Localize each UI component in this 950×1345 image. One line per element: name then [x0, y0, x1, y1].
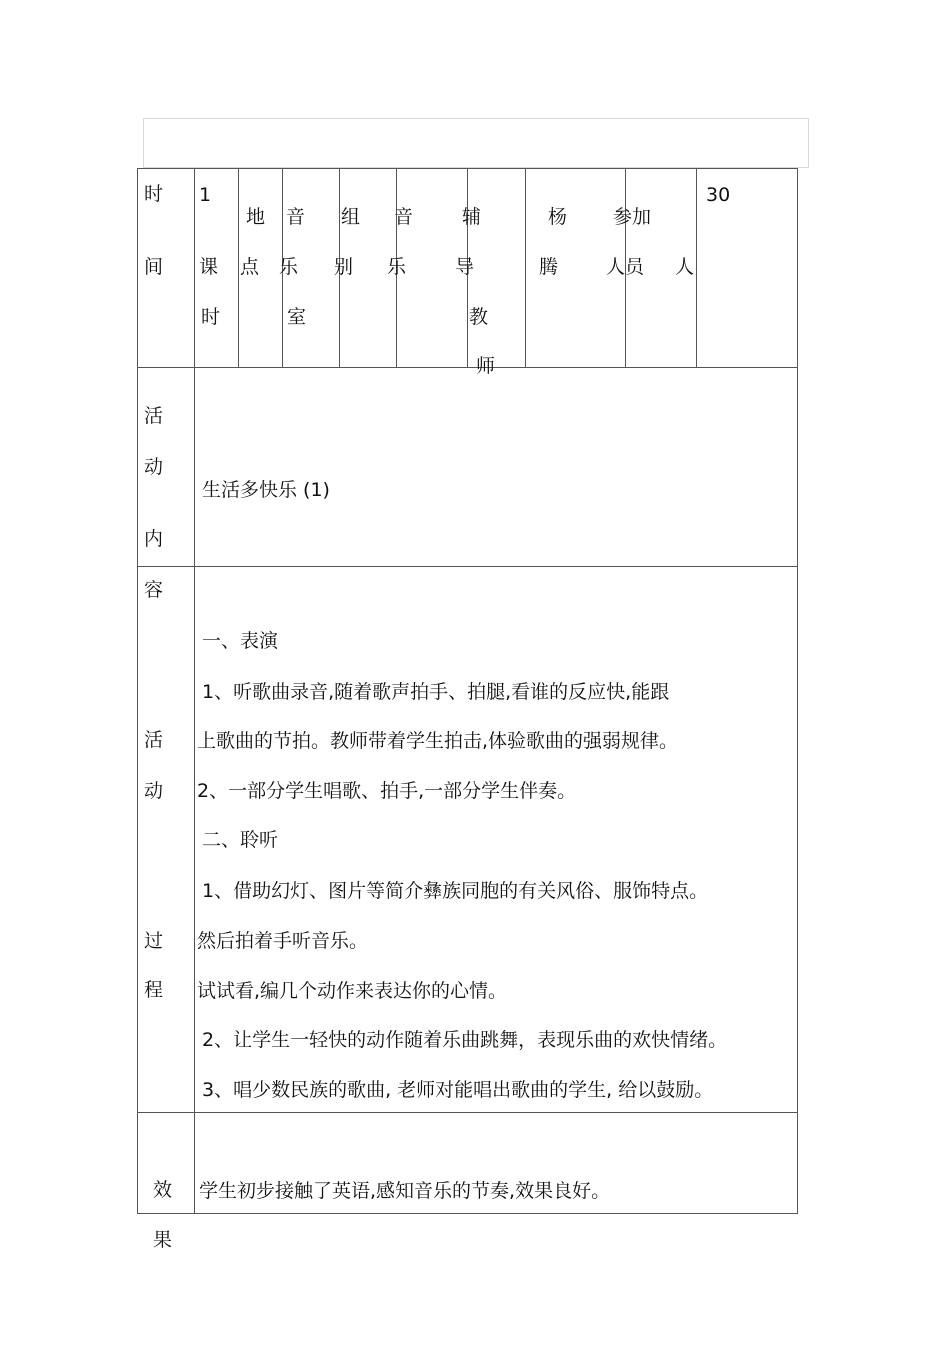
effect-label-char: 效	[153, 1179, 173, 1201]
group-label-char: 别	[334, 256, 354, 278]
tutor-value-char: 腾	[539, 256, 559, 278]
effect-label-char: 果	[153, 1229, 173, 1251]
time-value-char: 课	[199, 256, 219, 278]
label-column-divider	[194, 168, 195, 1213]
tutor-label-char: 师	[476, 355, 496, 377]
participants-label-part: 参加	[613, 206, 652, 228]
place-value-char: 室	[287, 306, 307, 328]
content-label-char: 活	[144, 405, 164, 427]
process-label-char: 活	[144, 729, 164, 751]
process-line: 上歌曲的节拍。教师带着学生拍击,体验歌曲的强弱规律。	[197, 730, 679, 752]
group-label-char: 组	[341, 206, 361, 228]
tutor-label-char: 导	[455, 256, 475, 278]
place-value-char: 乐	[279, 256, 299, 278]
tutor-value-char: 杨	[548, 206, 568, 228]
participants-value: 30	[706, 184, 731, 206]
process-line: 1、借助幻灯、图片等简介彝族同胞的有关风俗、服饰特点。	[202, 880, 709, 902]
row-divider-3	[137, 1112, 798, 1113]
process-label-char: 过	[144, 930, 164, 952]
process-line: 然后拍着手听音乐。	[197, 930, 369, 952]
process-label-char: 动	[144, 780, 164, 802]
content-label-char: 动	[144, 456, 164, 478]
place-label-char: 地	[246, 206, 266, 228]
place-label-char: 点	[240, 256, 260, 278]
header-divider-8	[696, 168, 697, 367]
group-value-char: 音	[394, 206, 414, 228]
content-value: 生活多快乐 (1)	[202, 479, 330, 501]
row-divider-1	[137, 367, 798, 368]
row-divider-2	[137, 566, 798, 567]
time-label-char: 间	[144, 256, 164, 278]
place-value-char: 音	[286, 206, 306, 228]
group-value-char: 乐	[387, 256, 407, 278]
time-label-char: 时	[144, 183, 164, 205]
process-line: 2、一部分学生唱歌、拍手,一部分学生伴奏。	[197, 780, 577, 802]
time-value-number: 1	[199, 184, 212, 206]
process-line: 2、让学生一轻快的动作随着乐曲跳舞，表现乐曲的欢快情绪。	[202, 1029, 728, 1051]
header-frame	[143, 118, 809, 168]
table-border-bottom	[137, 1213, 798, 1214]
participants-label-part: 人	[675, 256, 695, 278]
process-line: 3、唱少数民族的歌曲, 老师对能唱出歌曲的学生, 给以鼓励。	[202, 1079, 714, 1101]
process-heading: 二、聆听	[202, 829, 279, 851]
process-line: 试试看,编几个动作来表达你的心情。	[197, 980, 508, 1002]
effect-value: 学生初步接触了英语,感知音乐的节奏,效果良好。	[199, 1180, 611, 1202]
process-label-char: 程	[144, 979, 164, 1001]
content-label-char: 容	[144, 579, 164, 601]
header-divider-6	[525, 168, 526, 367]
content-label-char: 内	[144, 528, 164, 550]
participants-label-part: 人员	[606, 256, 645, 278]
process-line: 1、听歌曲录音,随着歌声拍手、拍腿,看谁的反应快,能跟	[202, 681, 670, 703]
table-border-right	[797, 168, 798, 1213]
tutor-label-char: 教	[469, 306, 489, 328]
header-divider-1	[238, 168, 239, 367]
time-value-char: 时	[201, 306, 221, 328]
table-border-left	[137, 168, 138, 1213]
tutor-label-char: 辅	[462, 206, 482, 228]
process-heading: 一、表演	[202, 630, 279, 652]
